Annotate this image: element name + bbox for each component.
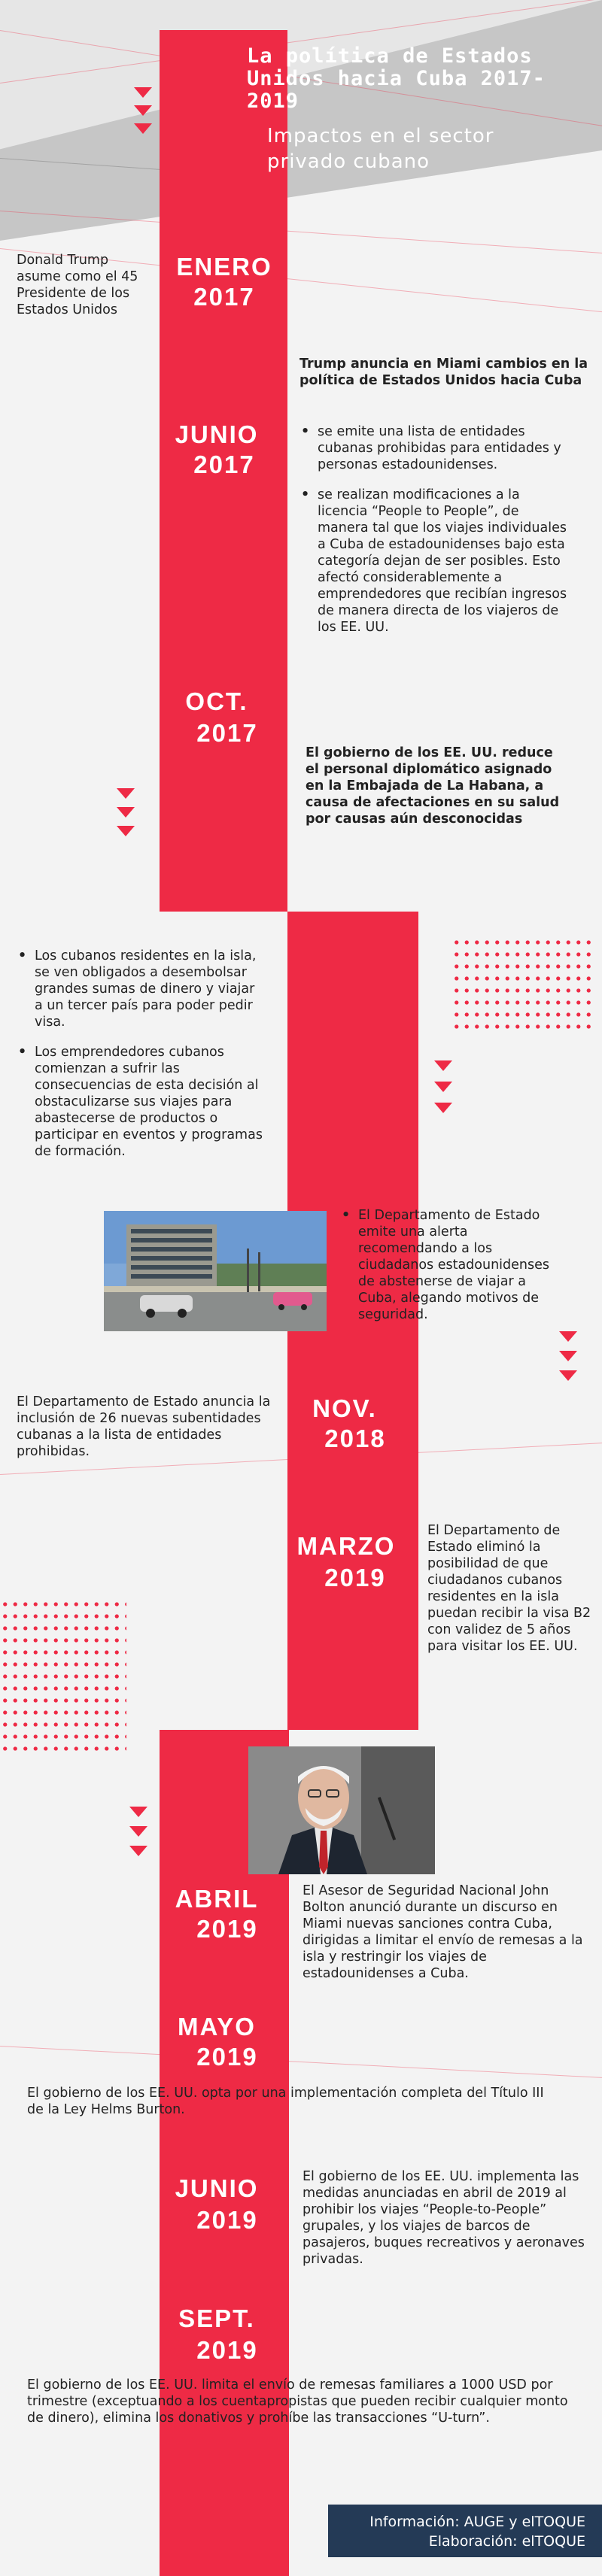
triangle-marker-icon: [559, 1331, 577, 1342]
event-text-nov2018: El Departamento de Estado anuncia la inclusión de 26 nuevas subentidades cubanas a la lista de entidades prohibidas.: [17, 1394, 271, 1459]
triangle-marker-icon: [117, 826, 135, 836]
date-year-ene2017: 2017: [193, 283, 255, 311]
event-text-abr2019: El Asesor de Seguridad Nacional John Bolton anunció durante un discurso en Miami nuevas sanciones contra Cuba, dirigidas a limitar el envío de remesas a la isla y restringir los viajes de estadounidenses a Cuba.: [303, 1883, 583, 1981]
credits-box: [328, 2505, 602, 2557]
list-item: • Los cubanos residentes en la isla, se ven obligados a desembolsar grandes sumas de dinero y viajar a un tercer país para poder pedir visa.: [17, 948, 265, 1030]
triangle-marker-icon: [134, 123, 152, 134]
triangle-marker-icon: [434, 1060, 452, 1071]
page-title: La política de Estados Unidos hacia Cuba 2017-2019: [247, 44, 546, 113]
impacts-bullets: [17, 948, 265, 1173]
event-text-jun2019: El gobierno de los EE. UU. implementa las medidas anunciadas en abril de 2019 al prohibir los viajes “People-to-People” grupales, y los viajes de barcos de pasajeros, buques recreativos y aeronaves privadas.: [303, 2169, 585, 2267]
triangle-marker-icon: [134, 87, 152, 98]
embassy-photo: [104, 1211, 327, 1331]
event-text-oct2017: El gobierno de los EE. UU. reduce el personal diplomático asignado en la Embajada de La Habana, a causa de afectaciones en su salud por causas aún desconocidas: [306, 745, 560, 827]
bolton-photo: [248, 1746, 435, 1874]
alert-bullet: [340, 1207, 566, 1337]
dot-pattern: [0, 1598, 126, 1756]
date-year-abr2019: 2019: [196, 1915, 258, 1943]
event-text-mar2019: El Departamento de Estado eliminó la posibilidad de que ciudadanos cubanos residentes en la isla puedan recibir la visa B2 con validez de 5 años para visitar los EE. UU.: [427, 1523, 591, 1654]
list-item: • se emite una lista de entidades cubanas prohibidas para entidades y personas estadounidenses.: [299, 423, 570, 473]
date-month-jun2017: JUNIO: [175, 420, 259, 448]
date-month-mar2019: MARZO: [296, 1532, 396, 1560]
event-heading-jun2017: Trump anuncia en Miami cambios en la política de Estados Unidos hacia Cuba: [299, 357, 588, 388]
triangle-marker-icon: [434, 1103, 452, 1113]
date-year-sep2019: 2019: [196, 2336, 258, 2364]
event-text-sep2019: El gobierno de los EE. UU. limita el envío de remesas familiares a 1000 USD por trimestre (exceptuando a los cuentapropistas que pueden recibir cualquier monto de dinero), elimina los donativos y prohíbe las transacciones “U-turn”.: [27, 2377, 568, 2426]
list-item: • se realizan modificaciones a la licencia “People to People”, de manera tal que los viajes individuales a Cuba de estadounidenses bajo esta categoría dejan de ser posibles. Esto afectó considerablemente a emprendedores que recibían ingresos de manera directa de los viajeros de los EE. UU.: [299, 487, 570, 636]
triangle-marker-icon: [129, 1826, 147, 1837]
date-year-oct2017: 2017: [196, 719, 258, 747]
triangle-marker-icon: [134, 105, 152, 116]
date-month-sep2019: SEPT.: [178, 2304, 255, 2332]
triangle-marker-icon: [129, 1846, 147, 1856]
date-month-abr2019: ABRIL: [175, 1885, 259, 1913]
date-month-nov2018: NOV.: [312, 1394, 377, 1422]
event-text-ene2017: Donald Trump asume como el 45 Presidente de los Estados Unidos: [17, 253, 138, 317]
date-year-may2019: 2019: [196, 2043, 258, 2071]
triangle-marker-icon: [559, 1351, 577, 1361]
triangle-marker-icon: [559, 1370, 577, 1381]
triangle-marker-icon: [117, 788, 135, 799]
date-year-jun2019: 2019: [196, 2206, 258, 2234]
credit-design: Elaboración: elTOQUE: [428, 2533, 585, 2550]
event-bullets-jun2017: [299, 423, 570, 649]
triangle-marker-icon: [129, 1807, 147, 1817]
dot-pattern: [451, 936, 594, 1033]
date-month-jun2019: JUNIO: [175, 2174, 259, 2202]
triangle-marker-icon: [117, 807, 135, 818]
page-subtitle: Impactos en el sector privado cubano: [267, 125, 494, 173]
date-month-ene2017: ENERO: [176, 253, 272, 281]
event-text-may2019: El gobierno de los EE. UU. opta por una implementación completa del Título III de la Ley Helms Burton.: [27, 2086, 544, 2117]
date-month-oct2017: OCT.: [185, 687, 248, 715]
date-year-mar2019: 2019: [324, 1564, 386, 1591]
triangle-marker-icon: [434, 1082, 452, 1092]
list-item: • El Departamento de Estado emite una alerta recomendando a los ciudadanos estadounidenses de abstenerse de viajar a Cuba, alegando motivos de seguridad.: [340, 1207, 566, 1323]
list-item: • Los emprendedores cubanos comienzan a sufrir las consecuencias de esta decisión al obstaculizarse sus viajes para abastecerse de productos o participar en eventos y programas de formación.: [17, 1044, 265, 1160]
date-year-nov2018: 2018: [324, 1425, 386, 1452]
date-year-jun2017: 2017: [193, 451, 255, 478]
credit-info: Información: AUGE y elTOQUE: [369, 2514, 585, 2530]
date-month-may2019: MAYO: [178, 2013, 256, 2040]
